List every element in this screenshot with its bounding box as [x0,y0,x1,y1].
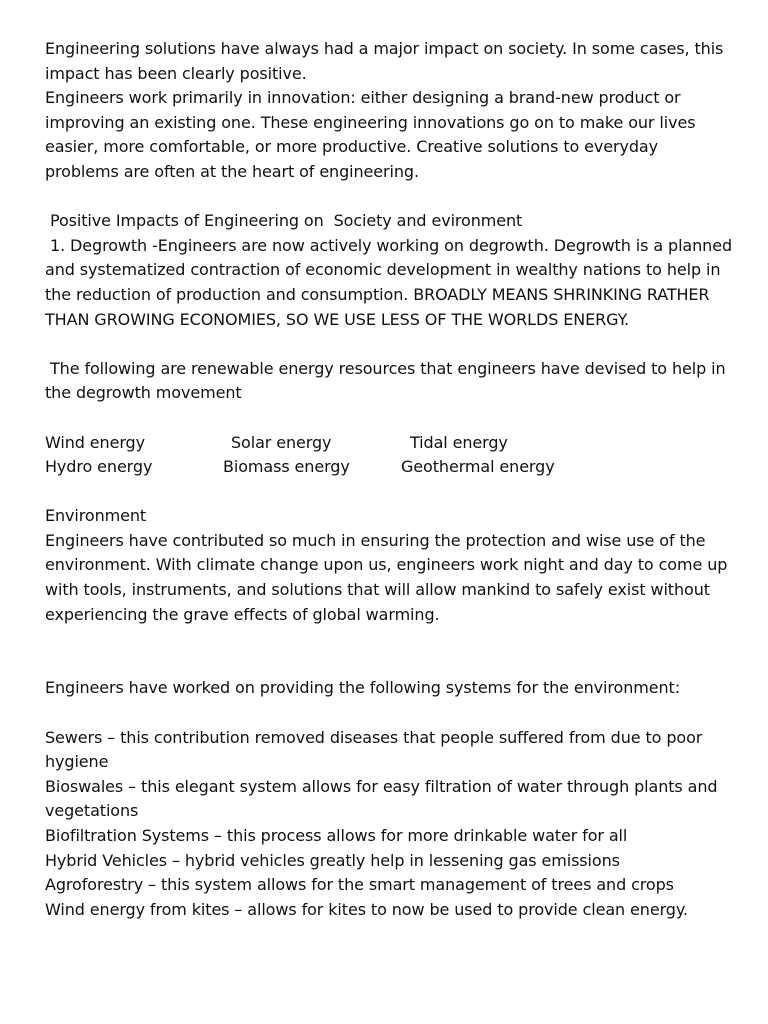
degrowth-paragraph: 1. Degrowth -Engineers are now actively working on degrowth. Degrowth is a planned and systematized contraction of economic development in wealthy nations to help in the reduction of production and consumption. BROADLY MEANS SHRINKING RATHER THAN GROWING ECONOMIES, SO WE USE LESS OF THE WORLDS ENERGY. [45,235,737,329]
energy-item: Solar energy [231,432,332,452]
spacer [45,185,735,210]
system-item-bioswales: Bioswales – this elegant system allows for easy filtration of water through plants and vegetations [45,776,718,821]
environment-paragraph: Engineers have contributed so much in ensuring the protection and wise use of the environment. With climate change upon us, engineers work night and day to come up with tools, instruments, and solutions that will allow mankind to safely exist without experiencing the grave effects of global warming. [45,530,728,624]
energy-item: Biomass energy [223,457,350,477]
energy-item: Geothermal energy [401,457,555,477]
spacer [45,332,735,357]
document-page [45,37,735,922]
energy-item: Hydro energy [45,457,153,477]
energy-item: Tidal energy [410,432,508,452]
energy-item: Wind energy [45,432,145,452]
renewables-intro: The following are renewable energy resources that engineers have devised to help in the degrowth movement [45,358,731,403]
system-item-sewers: Sewers – this contribution removed diseases that people suffered from due to poor hygiene [45,727,703,772]
system-item-biofiltration: Biofiltration Systems – this process allows for more drinkable water for all [45,826,628,845]
positive-impacts-heading: Positive Impacts of Engineering on Society and evironment [45,211,523,231]
intro-paragraph-2: Engineers work primarily in innovation: either designing a brand-new product or improving an existing one. These engineering innovations go on to make our lives easier, more comfortable, or more productive. Creative solutions to everyday problems are often at the heart of engineering. [45,88,696,181]
system-item-hybrid-vehicles: Hybrid Vehicles – hybrid vehicles greatly help in lessening gas emissions [45,850,620,870]
intro-paragraph-1: Engineering solutions have always had a major impact on society. In some cases, this impact has been clearly positive. [45,39,724,83]
spacer [45,480,735,505]
systems-intro: Engineers have worked on providing the following systems for the environment: [45,678,680,698]
system-item-wind-kites: Wind energy from kites – allows for kites to now be used to provide clean energy. [45,899,688,919]
energy-row-2 [45,455,735,480]
spacer [45,406,735,431]
energy-row-1 [45,431,735,456]
spacer [45,701,735,726]
spacer [45,627,735,676]
system-item-agroforestry: Agroforestry – this system allows for the smart management of trees and crops [45,875,674,895]
environment-heading: Environment [45,506,147,526]
